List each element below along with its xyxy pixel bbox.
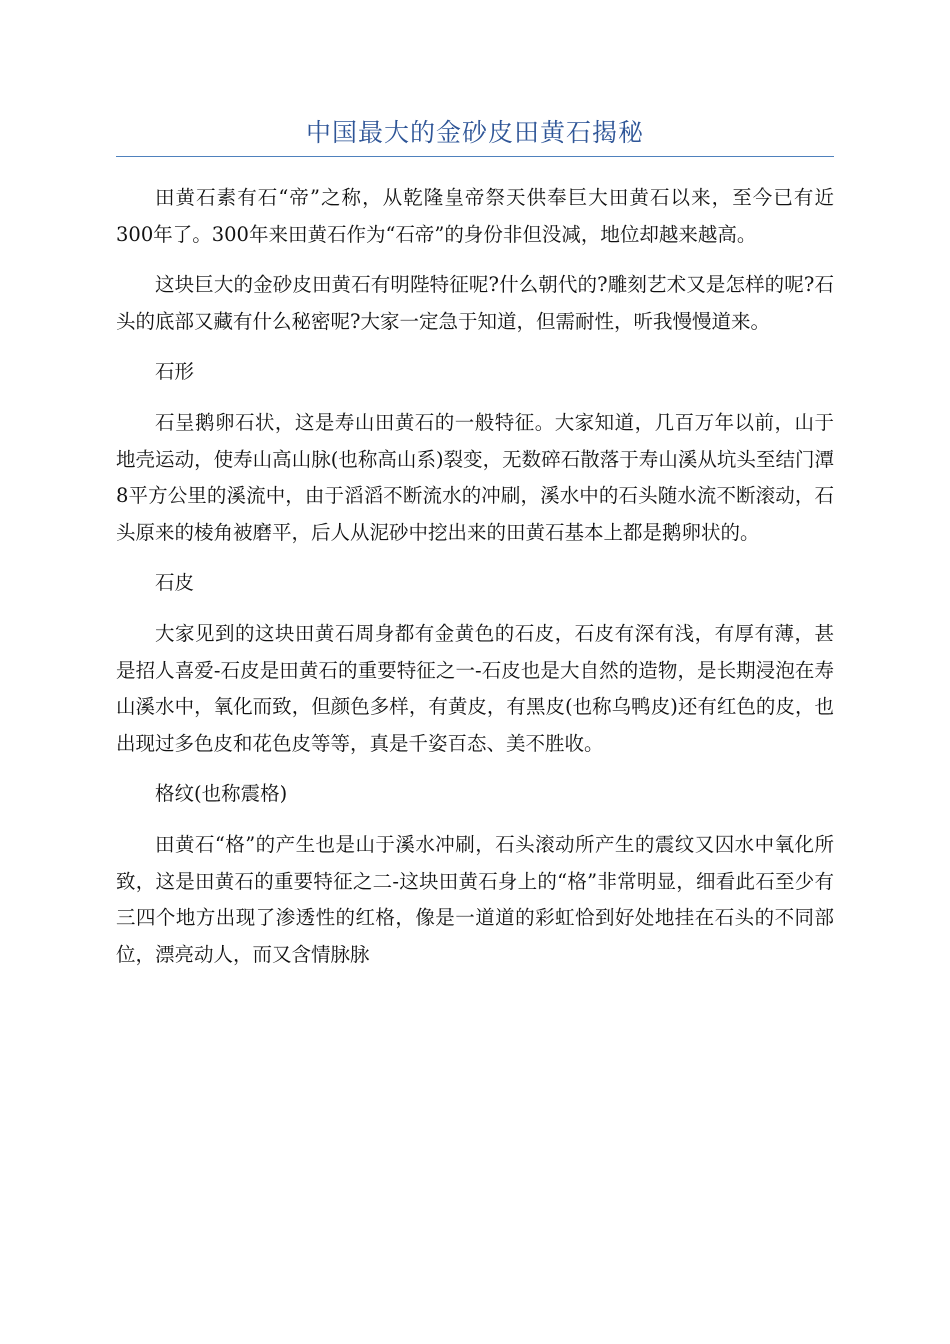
document-title: 中国最大的金砂皮田黄石揭秘 (305, 118, 644, 147)
title-block (116, 112, 834, 157)
section-heading-shape: 石形 (155, 360, 195, 384)
document-body (116, 180, 834, 987)
section-heading-skin: 石皮 (155, 571, 195, 595)
paragraph-grain: 田黄石“格”的产生也是山于溪水冲刷，石头滚动所产生的震纹又囚水中氧化所致，这是田黄石的重要特征之二-这块田黄石身上的“格”非常明显，细看此石至少有三四个地方出现了渗透性的红格，像是一道道的彩虹恰到好处地挂在石头的不同部位，漂亮动人，而又含情脉脉 (116, 832, 834, 966)
section-heading-grain: 格纹(也称震格) (155, 782, 288, 806)
paragraph-shape: 石呈鹅卵石状，这是寿山田黄石的一般特征。大家知道，几百万年以前，山于地壳运动，使寿山高山脉(也称高山系)裂变，无数碎石散落于寿山溪从坑头至结门潭8平方公里的溪流中，由于滔滔不断流水的冲刷，溪水中的石头随水流不断滚动，石头原来的棱角被磨平，后人从泥砂中挖出来的田黄石基本上都是鹅卵状的。 (116, 410, 834, 544)
paragraph-intro: 田黄石素有石“帝”之称，从乾隆皇帝祭天供奉巨大田黄石以来，至今已有近300年了。300年来田黄石作为“石帝”的身份非但没减，地位却越来越高。 (116, 186, 834, 246)
paragraph-questions: 这块巨大的金砂皮田黄石有明陛特征呢?什么朝代的?雕刻艺术又是怎样的呢?石头的底部又藏有什么秘密呢?大家一定急于知道，但需耐性，听我慢慢道来。 (116, 273, 834, 333)
paragraph-skin: 大家见到的这块田黄石周身都有金黄色的石皮，石皮有深有浅，有厚有薄，甚是招人喜爱-石皮是田黄石的重要特征之一-石皮也是大自然的造物，是长期浸泡在寿山溪水中，氧化而致，但颜色多样，有黄皮，有黑皮(也称乌鸭皮)还有红色的皮，也出现过多色皮和花色皮等等，真是千姿百态、美不胜收。 (116, 621, 834, 755)
